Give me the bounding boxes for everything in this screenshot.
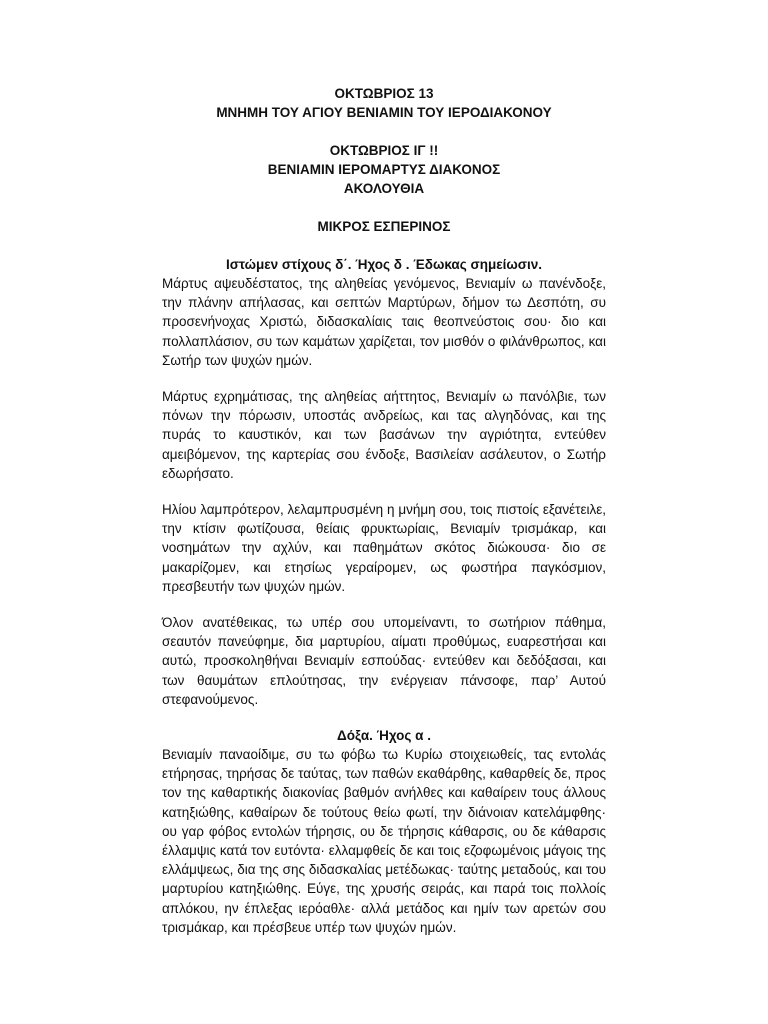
date-heading-2: ΟΚΤΩΒΡΙΟΣ ΙΓ !!	[329, 143, 439, 158]
sticheron-2: Μάρτυς εχρημάτισας, της αληθείας αήττητος, Βενιαμίν ω πανόλβιε, των πόνων την πόρωσιν, υποστάς ανδρείως, και τας αλγηδόνας, και της πυράς το καυστικόν, και των βασάνων την αγριότητα, εντεύθεν αμειβόμενον, της καρτερίας σου ένδοξε, Βασιλείαν ασάλευτον, ο Σωτήρ εδωρήσατο.	[162, 389, 606, 481]
doxa-heading: Δόξα. Ήχος α .	[337, 728, 431, 744]
sticheron-4: Όλον ανατέθεικας, τω υπέρ σου υπομείναντι, το σωτήριον πάθημα, σεαυτόν πανεύφημε, δια μαρτυρίου, αίματι προθύμως, ευαρεστήσαι και αυτώ, προσκοληθήναι Βενιαμίν εσπούδας· εντεύθεν και δεδόξασαι, και των θαυμάτων επλούτησας, την ενέργειαν πάνσοφε, παρ’ Αυτού στεφανούμενος.	[162, 615, 606, 707]
sticheron-3: Ηλίου λαμπρότερον, λελαμπρυσμένη η μνήμη σου, τοις πιστοίς εξανέτειλε, την κτίσιν φωτίζουσα, θείαις φρυκτωρίαις, Βενιαμίν τρισμάκαρ, και νοσημάτων την αχλύν, και παθημάτων σκότος διώκουσα· διο σε μακαρίζομεν, και ετησίως γεραίρομεν, ως φωστήρα παγκόσμιον, πρεσβευτήν των ψυχών ημών.	[162, 502, 606, 594]
section-title: ΜΙΚΡΟΣ ΕΣΠΕΡΙΝΟΣ	[317, 219, 451, 234]
service-heading: ΑΚΟΛΟΥΘΙΑ	[343, 181, 425, 196]
memory-heading: ΜΝΗΜΗ ΤΟΥ ΑΓΙΟΥ ΒΕΝΙΑΜΙΝ ΤΟΥ ΙΕΡΟΔΙΑΚΟΝΟΥ	[216, 105, 552, 120]
stichera-heading: Ιστώμεν στίχους δ΄. Ήχος δ . Έδωκας σημείωσιν.	[225, 257, 543, 272]
doxa-hymn: Βενιαμίν παναοίδιμε, συ τω φόβω τω Κυρίω στοιχειωθείς, τας εντολάς ετήρησας, τηρήσας δε ταύτας, των παθών εκαθάρθης, καθαρθείς δε, προς τον της καθαρτικής διακονίας βαθμόν ανήλθες και καθαίρειν τους άλλους κατηξιώθης, καθαίρων δε τούτους θείω φωτί, την διάνοιαν κατελάμφθης· ου γαρ φόβος εντολών τήρησις, ου δε τήρησις κάθαρσις, ου δε κάθαρσις έλλαμψις κατά τον ευτόντα· ελλαμφθείς δε και τοις εζοφωμένοις μάγοις της ελλάμψεως, δια της σης διδασκαλίας μετέδωκας· ταύτης μεταδούς, και του μαρτυρίου κατηξιώθης. Εύγε, της χρυσής σειράς, και παρά τοις πολλοίς απλόκου, ην έπλεξας ιερόαθλε· αλλά μετάδος και ημίν των αρετών σου τρισμάκαρ, και πρέσβευε υπέρ των ψυχών ημών.	[162, 747, 606, 935]
sticheron-1: Μάρτυς αψευδέστατος, της αληθείας γενόμενος, Βενιαμίν ω πανένδοξε, την πλάνην απήλασας, και σεπτών Μαρτύρων, δήμον τω Δεσπότη, συ προσενήνοχας Χριστώ, διδασκαλίαις ταις θεοπνεύστοις σου· διο και πολλαπλάσιον, συ των καμάτων χαρίζεται, τον μισθόν ο φιλάνθρωπος, και Σωτήρ των ψυχών ημών.	[162, 276, 606, 368]
document-page	[162, 84, 606, 937]
saint-heading: ΒΕΝΙΑΜΙΝ ΙΕΡΟΜΑΡΤΥΣ ΔΙΑΚΟΝΟΣ	[267, 162, 501, 177]
date-heading: ΟΚΤΩΒΡΙΟΣ 13	[334, 86, 434, 101]
